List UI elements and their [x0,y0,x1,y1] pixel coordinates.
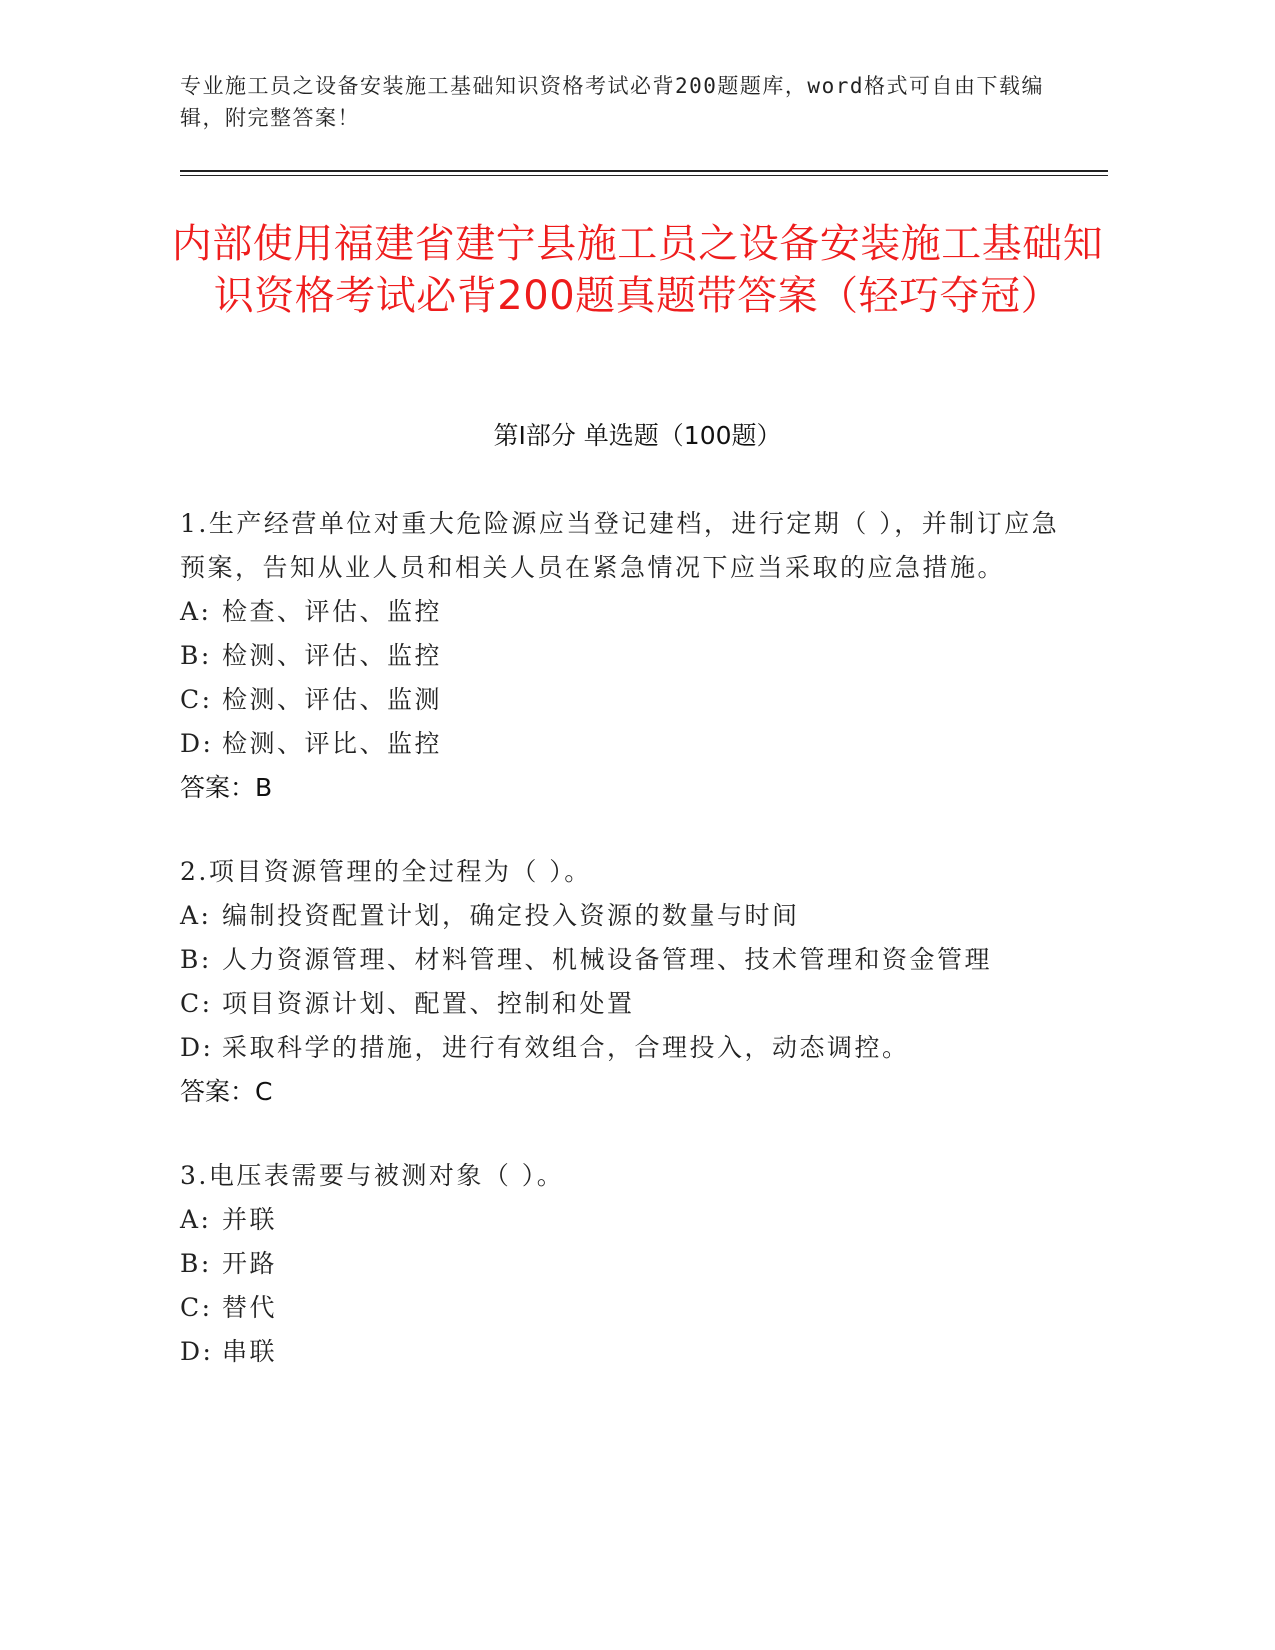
option-text: 串联 [222,1337,278,1366]
option-key: C: [180,1293,213,1322]
option-key: A: [180,901,212,930]
option-text: 检测、评比、监控 [222,729,443,758]
option-a [180,590,1060,634]
header-note: 专业施工员之设备安装施工基础知识资格考试必背200题题库，word格式可自由下载编辑，附完整答案！ [180,74,1044,130]
document-title: 内部使用福建省建宁县施工员之设备安装施工基础知识资格考试必背200题真题带答案（轻巧夺冠） [171,221,1104,319]
option-b [180,1242,1060,1286]
option-c [180,982,1060,1026]
section-title: 第Ⅰ部分 单选题（100题） [493,421,782,450]
option-text: 开路 [222,1249,278,1278]
option-a [180,1198,1060,1242]
option-key: C: [180,989,213,1018]
header-rule-thin [180,175,1108,176]
option-text: 人力资源管理、材料管理、机械设备管理、技术管理和资金管理 [222,945,993,974]
option-key: B: [180,641,212,670]
question-stem: 1.生产经营单位对重大危险源应当登记建档，进行定期（ ），并制订应急预案，告知从业人员和相关人员在紧急情况下应当采取的应急措施。 [180,509,1060,582]
option-text: 检测、评估、监测 [222,685,443,714]
option-text: 替代 [222,1293,278,1322]
option-key: A: [180,1205,212,1234]
option-d [180,722,1060,766]
option-key: C: [180,685,213,714]
option-key: A: [180,597,212,626]
question-stem: 2.项目资源管理的全过程为（ ）。 [180,857,592,886]
option-a [180,894,1060,938]
option-key: D: [180,1033,214,1062]
header-rule-thick [180,170,1108,172]
answer: 答案：B [180,773,273,802]
option-key: D: [180,729,214,758]
option-text: 项目资源计划、配置、控制和处置 [222,989,635,1018]
option-text: 并联 [222,1205,278,1234]
option-text: 编制投资配置计划，确定投入资源的数量与时间 [222,901,800,930]
option-d [180,1330,1060,1374]
option-key: D: [180,1337,214,1366]
option-c [180,678,1060,722]
option-text: 采取科学的措施，进行有效组合，合理投入，动态调控。 [222,1033,910,1062]
option-key: B: [180,1249,212,1278]
option-d [180,1026,1060,1070]
option-b [180,938,1060,982]
question-2 [180,850,1060,1114]
option-text: 检查、评估、监控 [222,597,443,626]
question-list [180,502,1060,1414]
option-text: 检测、评估、监控 [222,641,443,670]
option-b [180,634,1060,678]
answer: 答案：C [180,1077,273,1106]
question-1 [180,502,1060,810]
option-key: B: [180,945,212,974]
option-c [180,1286,1060,1330]
question-3 [180,1154,1060,1374]
question-stem: 3.电压表需要与被测对象（ ）。 [180,1161,565,1190]
